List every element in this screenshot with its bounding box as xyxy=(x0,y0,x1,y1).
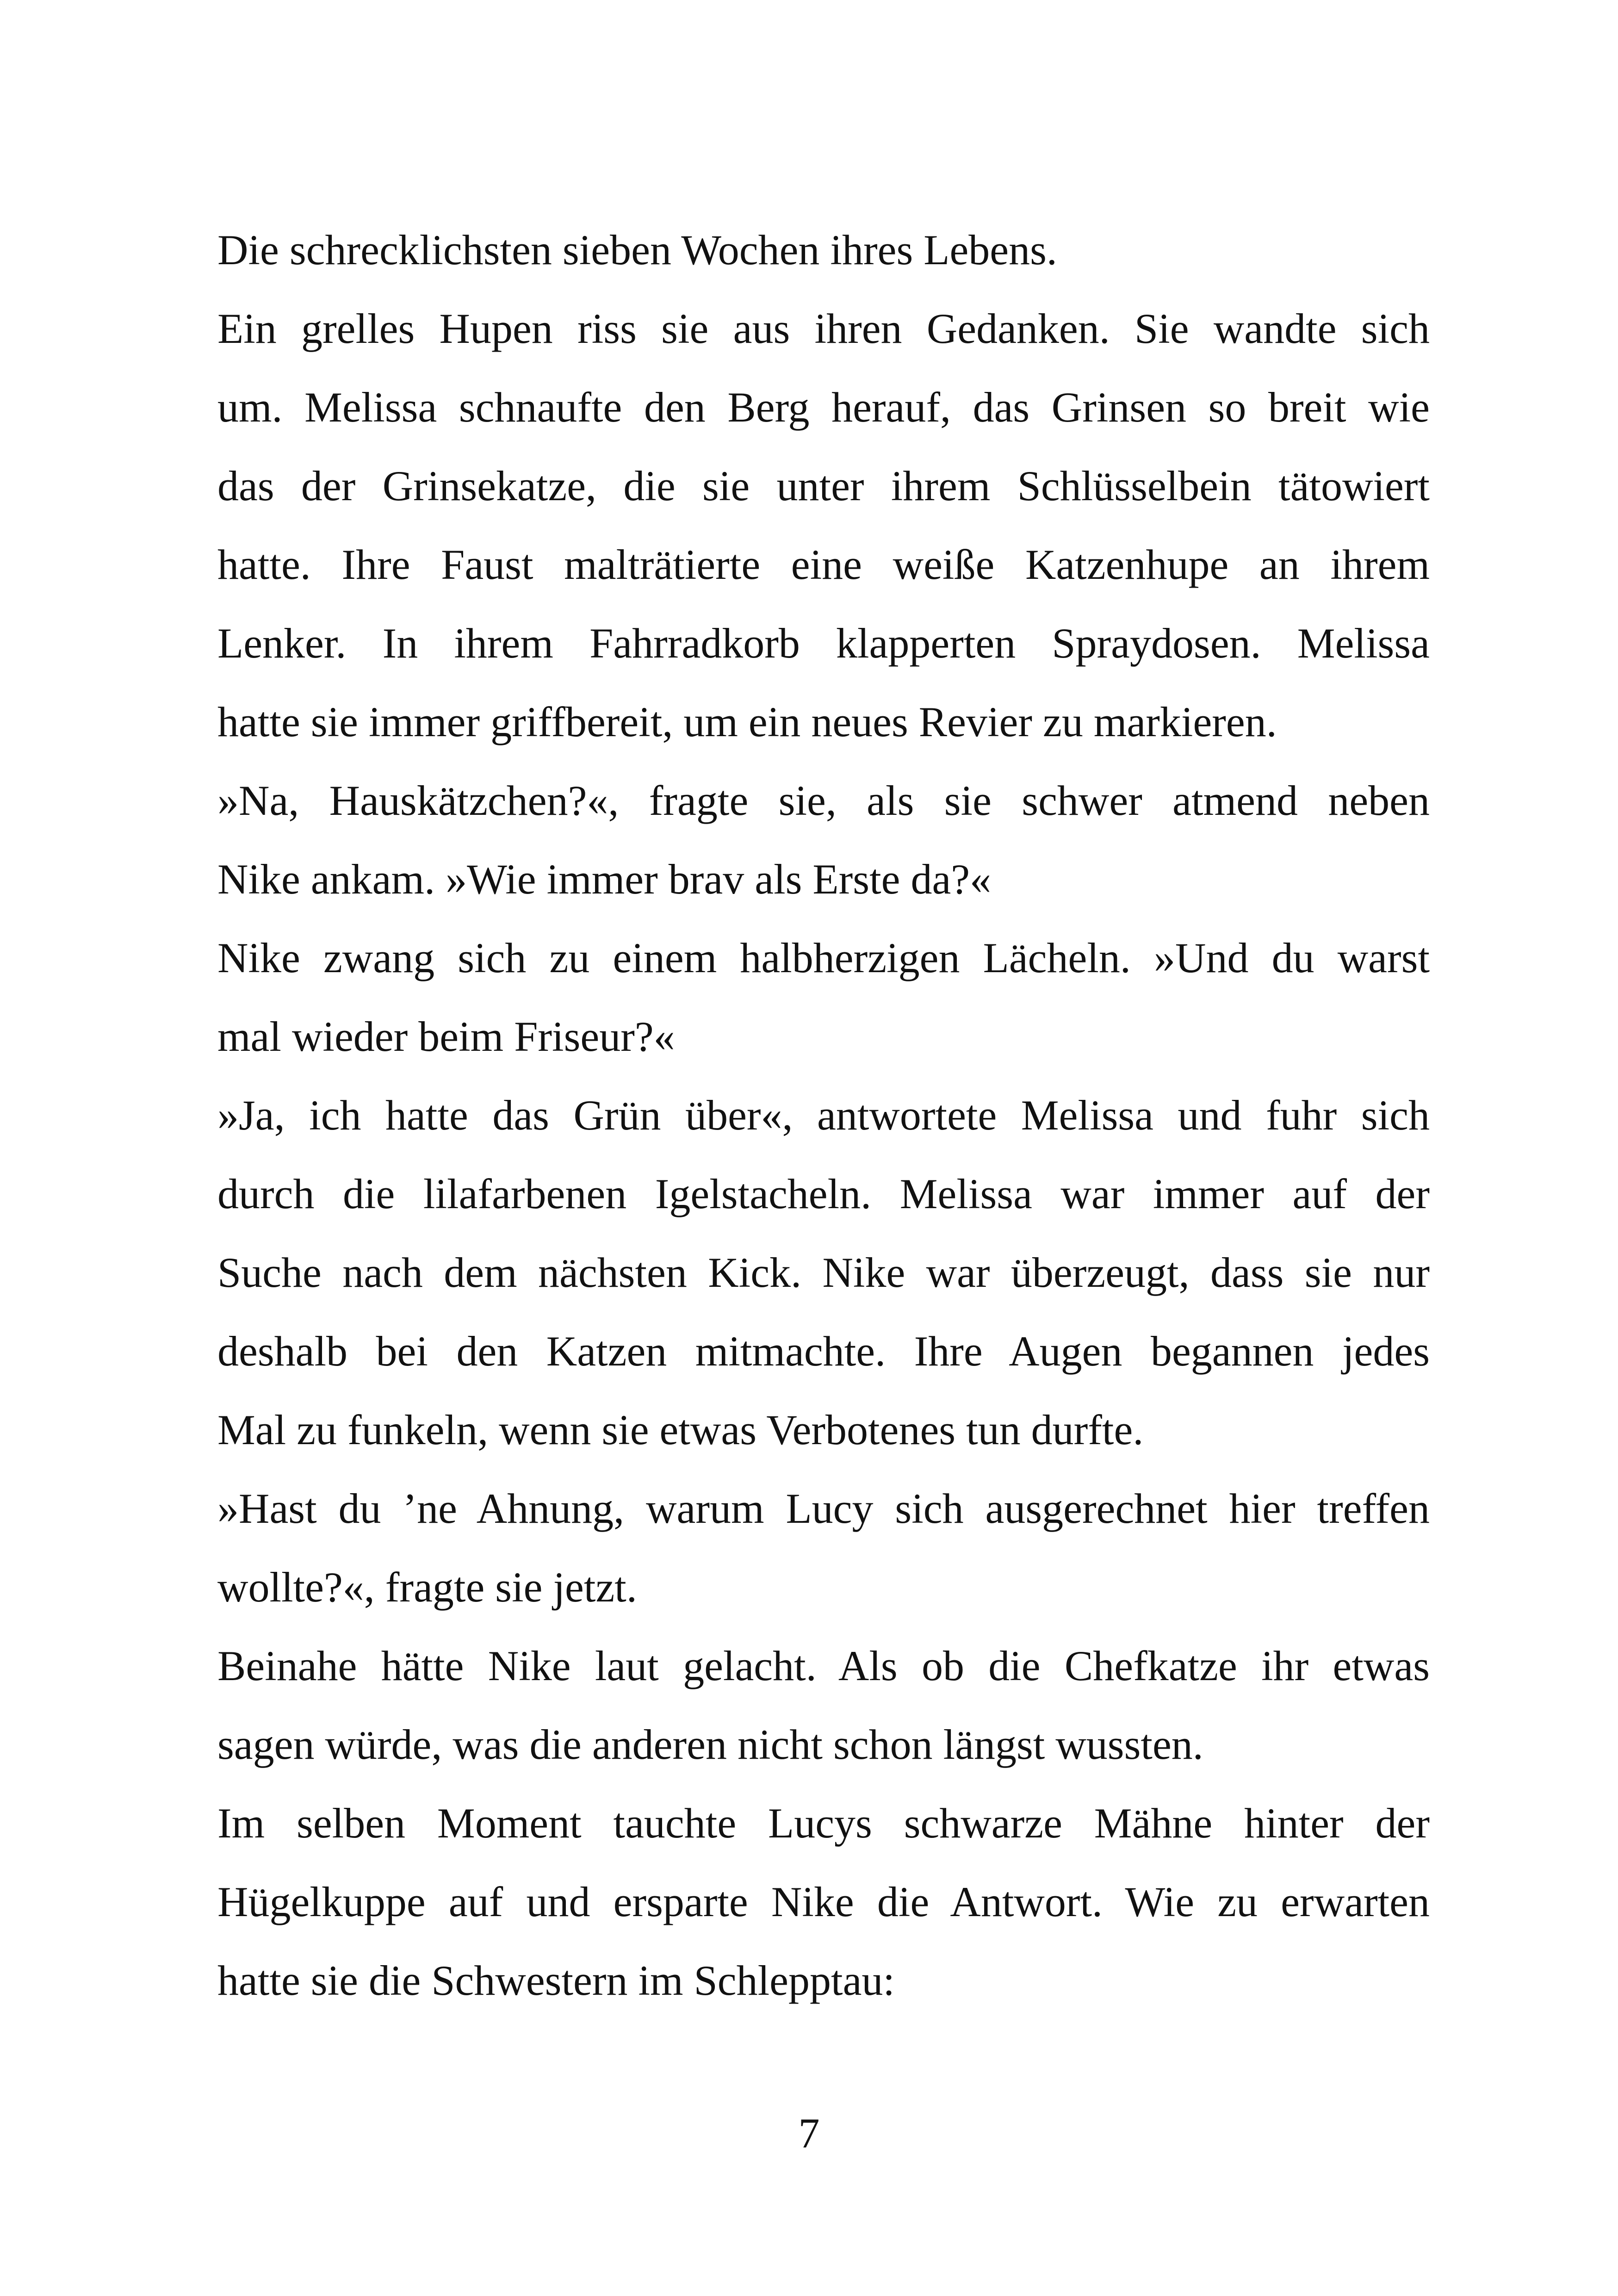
text-line: Die schrecklichsten sieben Wochen ihres Lebens. xyxy=(217,226,1057,273)
text-line: hatte sie die Schwestern im Schlepptau: xyxy=(217,1957,895,2004)
text-line: Ein grelles Hupen riss sie aus ihren Gedanken. Sie wandte sich xyxy=(217,305,1430,352)
text-line: »Na, Hauskätzchen?«, fragte sie, als sie schwer atmend neben xyxy=(217,777,1430,824)
text-line: »Ja, ich hatte das Grün über«, antwortete Melissa und fuhr sich xyxy=(217,1092,1430,1139)
text-line: um. Melissa schnaufte den Berg herauf, das Grinsen so breit wie xyxy=(217,384,1430,431)
text-line: hatte. Ihre Faust malträtierte eine weiße Katzenhupe an ihrem xyxy=(217,541,1430,588)
text-line: »Hast du ’ne Ahnung, warum Lucy sich ausgerechnet hier treffen xyxy=(217,1485,1430,1532)
page-number: 7 xyxy=(798,2110,820,2157)
text-line: Mal zu funkeln, wenn sie etwas Verbotenes tun durfte. xyxy=(217,1406,1144,1453)
text-line: Nike zwang sich zu einem halbherzigen Lächeln. »Und du warst xyxy=(217,934,1430,981)
text-line: Lenker. In ihrem Fahrradkorb klapperten Spraydosen. Melissa xyxy=(217,620,1430,667)
text-line: Beinahe hätte Nike laut gelacht. Als ob die Chefkatze ihr etwas xyxy=(217,1642,1430,1689)
text-line: sagen würde, was die anderen nicht schon längst wussten. xyxy=(217,1721,1203,1768)
text-line: mal wieder beim Friseur?« xyxy=(217,1013,675,1060)
text-line: deshalb bei den Katzen mitmachte. Ihre Augen begannen jedes xyxy=(217,1328,1430,1375)
text-line: Suche nach dem nächsten Kick. Nike war überzeugt, dass sie nur xyxy=(217,1249,1430,1296)
body-text xyxy=(217,211,1430,2020)
text-line: durch die lilafarbenen Igelstacheln. Melissa war immer auf der xyxy=(217,1170,1430,1217)
text-line: Nike ankam. »Wie immer brav als Erste da?« xyxy=(217,856,992,903)
text-line: das der Grinsekatze, die sie unter ihrem Schlüsselbein tätowiert xyxy=(217,462,1430,509)
text-line: Im selben Moment tauchte Lucys schwarze Mähne hinter der xyxy=(217,1800,1430,1847)
text-line: hatte sie immer griffbereit, um ein neues Revier zu markieren. xyxy=(217,698,1277,745)
text-line: Hügelkuppe auf und ersparte Nike die Antwort. Wie zu erwarten xyxy=(217,1878,1430,1925)
text-line: wollte?«, fragte sie jetzt. xyxy=(217,1564,637,1611)
